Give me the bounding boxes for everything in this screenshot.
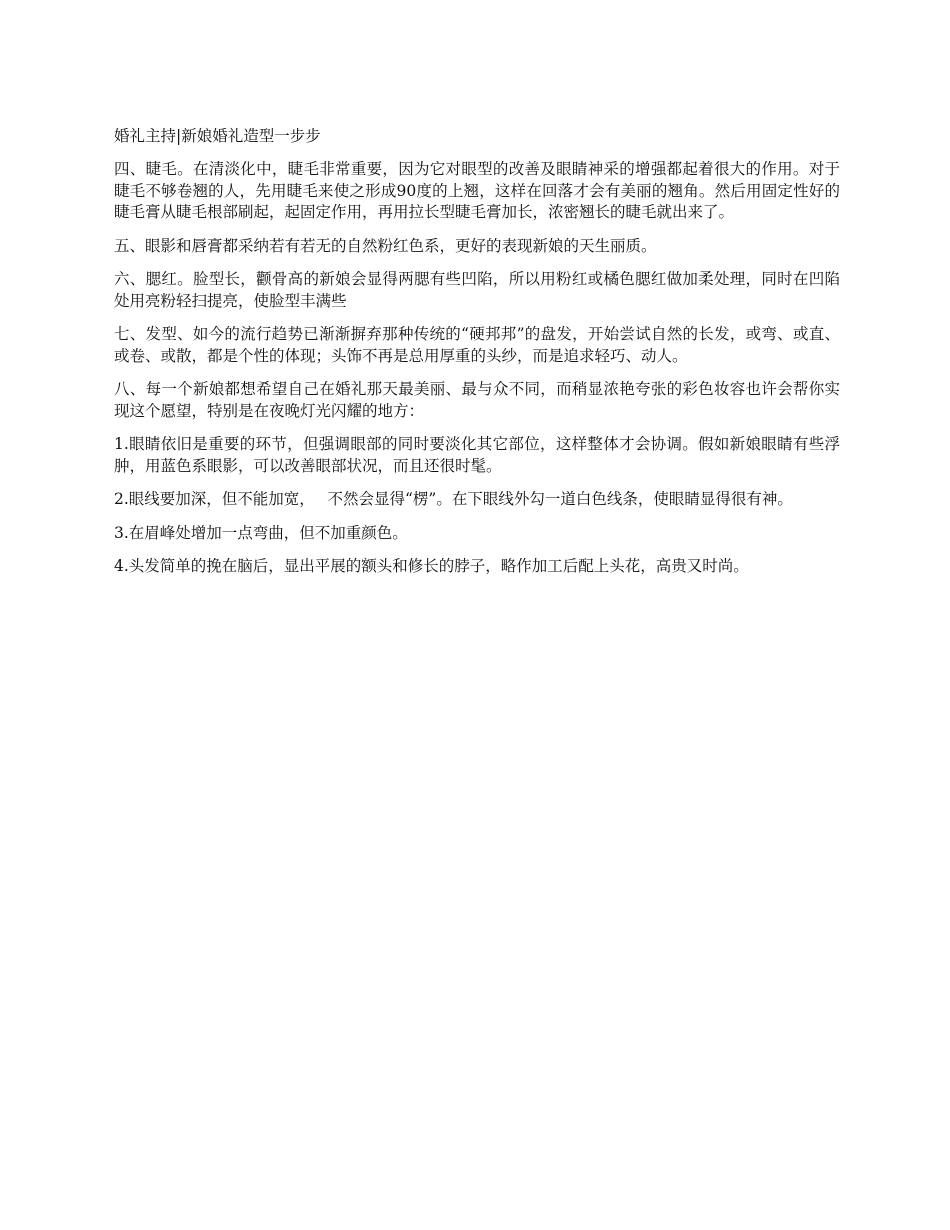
- paragraph-hairstyle: 七、发型、如今的流行趋势已渐渐摒弃那种传统的“硬邦邦”的盘发，开始尝试自然的长发，或弯、或直、或卷、或散，都是个性的体现；头饰不再是总用厚重的头纱，而是追求轻巧、动人。: [114, 325, 840, 365]
- list-item-eyeliner: 2.眼线要加深，但不能加宽， 不然会显得“楞”。在下眼线外勾一道白色线条，使眼睛显得很有神。: [114, 490, 793, 508]
- paragraph-eyeshadow-lipstick: 五、眼影和唇膏都采纳若有若无的自然粉红色系，更好的表现新娘的天生丽质。: [114, 236, 657, 255]
- list-item-eyebrows: 3.在眉峰处增加一点弯曲，但不加重颜色。: [114, 523, 408, 542]
- paragraph-evening-makeup: 八、每一个新娘都想希望自己在婚礼那天最美丽、最与众不同，而稍显浓艳夸张的彩色妆容也许会帮你实现这个愿望，特别是在夜晚灯光闪耀的地方：: [114, 380, 840, 420]
- list-item-hair: 4.头发简单的挽在脑后，显出平展的额头和修长的脖子，略作加工后配上头花，高贵又时尚。: [114, 557, 749, 575]
- document-page: [114, 126, 840, 590]
- paragraph-blush: 六、腮红。脸型长，颧骨高的新娘会显得两腮有些凹陷，所以用粉红或橘色腮红做加柔处理，同时在凹陷处用亮粉轻扫提亮，使脸型丰满些: [114, 270, 840, 310]
- document-title: 婚礼主持|新娘婚礼造型一步步: [114, 127, 321, 145]
- list-item-eyes: 1.眼睛依旧是重要的环节，但强调眼部的同时要淡化其它部位，这样整体才会协调。假如新娘眼睛有些浮肿，用蓝色系眼影，可以改善眼部状况，而且还很时髦。: [114, 435, 840, 475]
- paragraph-eyelashes: 四、睫毛。在清淡化中，睫毛非常重要，因为它对眼型的改善及眼睛神采的增强都起着很大的作用。对于睫毛不够卷翘的人，先用睫毛来使之形成90度的上翘，这样在回落才会有美丽的翘角。然后用固定性好的睫毛膏从睫毛根部刷起，起固定作用，再用拉长型睫毛膏加长，浓密翘长的睫毛就出来了。: [114, 160, 840, 221]
